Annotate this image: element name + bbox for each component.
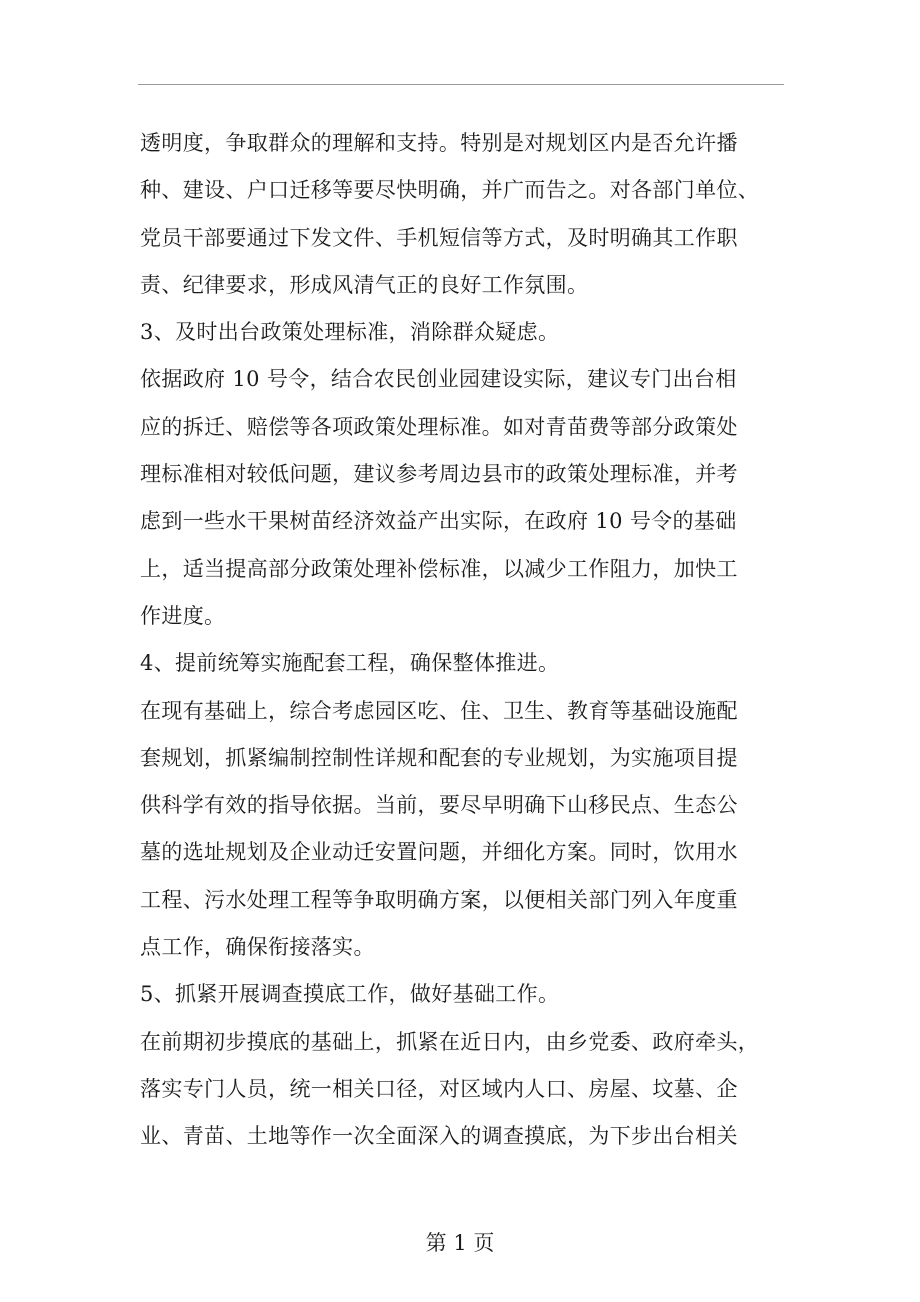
text-line: 墓的选址规划及企业动迁安置问题，并细化方案。同时，饮用水 xyxy=(140,840,738,865)
text-line: 党员干部要通过下发文件、手机短信等方式，及时明确其工作职 xyxy=(140,225,738,250)
text-line: 应的拆迁、赔偿等各项政策处理标准。如对青苗费等部分政策处 xyxy=(140,414,738,439)
text-line: 上，适当提高部分政策处理补偿标准，以减少工作阻力，加快工 xyxy=(140,556,738,581)
text-line: 套规划，抓紧编制控制性详规和配套的专业规划，为实施项目提 xyxy=(140,745,738,770)
text-line: 在现有基础上，综合考虑园区吃、住、卫生、教育等基础设施配 xyxy=(140,698,738,723)
text-line: 理标准相对较低问题，建议参考周边县市的政策处理标准，并考 xyxy=(140,462,738,487)
text-line: 在前期初步摸底的基础上，抓紧在近日内，由乡党委、政府牵头， xyxy=(140,1029,760,1054)
text-line: 业、青苗、土地等作一次全面深入的调查摸底，为下步出台相关 xyxy=(140,1124,738,1149)
text-line: 工程、污水处理工程等争取明确方案，以便相关部门列入年度重 xyxy=(140,887,738,912)
section-heading: 5、抓紧开展调查摸底工作，做好基础工作。 xyxy=(140,982,560,1007)
page-number: 第 1 页 xyxy=(425,1231,495,1255)
text-line: 供科学有效的指导依据。当前，要尽早明确下山移民点、生态公 xyxy=(140,793,738,818)
text-line: 作进度。 xyxy=(140,603,226,628)
document-body xyxy=(140,120,790,1161)
section-heading: 3、及时出台政策处理标准，消除群众疑虑。 xyxy=(140,320,560,345)
section-heading: 4、提前统筹实施配套工程，确保整体推进。 xyxy=(140,651,560,676)
text-line: 依据政府 10 号令，结合农民创业园建设实际，建议专门出台相 xyxy=(140,367,737,392)
header-rule xyxy=(138,84,784,85)
text-line: 责、纪律要求，形成风清气正的良好工作氛围。 xyxy=(140,272,589,297)
text-line: 点工作，确保衔接落实。 xyxy=(140,935,375,960)
text-line: 落实专门人员，统一相关口径，对区域内人口、房屋、坟墓、企 xyxy=(140,1076,738,1101)
text-line: 透明度，争取群众的理解和支持。特别是对规划区内是否允许播 xyxy=(140,131,738,155)
text-line: 种、建设、户口迁移等要尽快明确，并广而告之。对各部门单位、 xyxy=(140,178,760,203)
text-line: 虑到一些水干果树苗经济效益产出实际，在政府 10 号令的基础 xyxy=(140,509,737,534)
